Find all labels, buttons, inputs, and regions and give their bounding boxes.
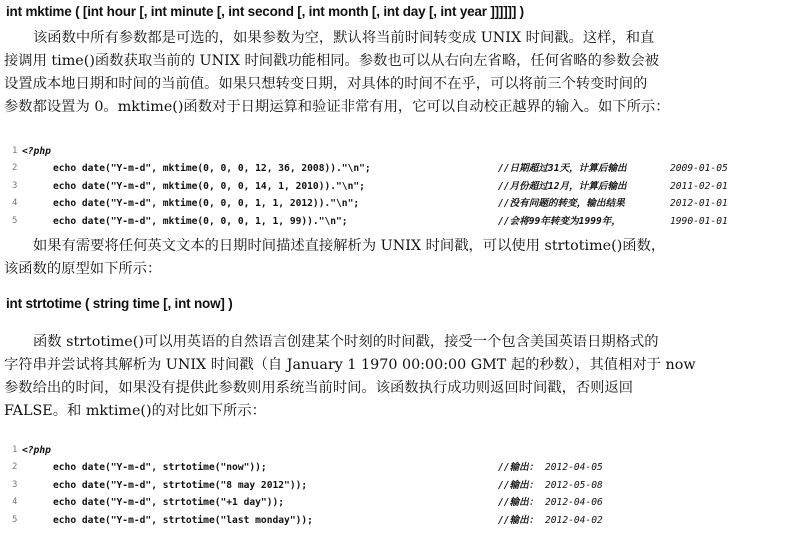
code-statement: echo date("Y-m-d", mktime(0, 0, 0, 14, 1, 2010))."\n"; [53, 180, 365, 192]
code-comment: //输出： [498, 479, 539, 491]
line-number: 4 [12, 497, 18, 508]
code-comment: //没有问题的转变，输出结果 [498, 198, 625, 210]
code-comment: //输出： [498, 514, 539, 526]
text-line: 接调用 time()函数获取当前的 UNIX 时间戳功能相同。参数也可以从右向左省略，任何省略的参数会被 [4, 53, 660, 69]
code-line [0, 178, 812, 195]
mktime-signature: int mktime ( [int hour [, int minute [, int second [, int month [, int day [, int year ]]]]]] ) [6, 4, 524, 19]
line-number: 3 [12, 180, 18, 191]
code-result: 2009-01-05 [670, 163, 728, 175]
code-statement: echo date("Y-m-d", strtotime("last monday")); [53, 514, 313, 526]
line-number: 3 [12, 479, 18, 490]
code-statement: echo date("Y-m-d", strtotime("+1 day")); [53, 497, 285, 509]
line-number: 2 [12, 163, 18, 174]
code-result: 1990-01-01 [670, 215, 728, 227]
code-result: 2012-01-01 [670, 198, 728, 210]
code-result: 2012-05-08 [545, 479, 603, 491]
code-result: 2012-04-05 [545, 462, 603, 474]
text-line: FALSE。和 mktime()的对比如下所示： [4, 403, 266, 419]
line-number: 1 [12, 445, 18, 455]
code-comment: //输出： [498, 462, 539, 474]
strtotime-code-example [0, 442, 812, 529]
line-number: 1 [12, 146, 18, 156]
code-comment: //日期超过31天，计算后输出 [498, 163, 627, 175]
text-line: 该函数的原型如下所示： [4, 261, 162, 277]
code-line [0, 143, 812, 160]
code-result: 2012-04-02 [545, 514, 603, 526]
line-number: 4 [12, 198, 18, 209]
code-statement: echo date("Y-m-d", mktime(0, 0, 0, 1, 1, 99))."\n"; [53, 215, 348, 227]
code-statement: echo date("Y-m-d", mktime(0, 0, 0, 1, 1, 2012))."\n"; [53, 198, 360, 210]
code-statement: echo date("Y-m-d", strtotime("now")); [53, 462, 267, 474]
text-line: 参数都设置为 0。mktime()函数对于日期运算和验证非常有用，它可以自动校正越界的输入。如下所示： [4, 99, 670, 115]
text-line: 字符串并尝试将其解析为 UNIX 时间戳（自 January 1 1970 00:00:00 GMT 起的秒数），其值相对于 now [4, 357, 696, 373]
mktime-code-example [0, 143, 812, 230]
line-number: 2 [12, 462, 18, 473]
php-open-tag: <?php [22, 146, 51, 157]
code-comment: //会将99年转变为1999年， [498, 215, 621, 227]
code-comment: //输出： [498, 497, 539, 509]
code-line [0, 442, 812, 459]
code-line [0, 494, 812, 511]
mktime-description [4, 27, 808, 119]
strtotime-description [4, 331, 808, 423]
code-statement: echo date("Y-m-d", strtotime("8 may 2012")); [53, 479, 308, 491]
code-line [0, 160, 812, 177]
text-line: 函数 strtotime()可以用英语的自然语言创建某个时刻的时间戳，接受一个包含美国英语日期格式的 [33, 334, 659, 350]
code-line [0, 195, 812, 212]
php-open-tag: <?php [22, 445, 51, 456]
strtotime-signature: int strtotime ( string time [, int now] ) [6, 296, 233, 311]
strtotime-intro [4, 235, 808, 281]
text-line: 参数给出的时间，如果没有提供此参数则用系统当前时间。该函数执行成功则返回时间戳，否则返回 [4, 380, 634, 396]
code-line [0, 512, 812, 529]
code-line [0, 459, 812, 476]
text-line: 该函数中所有参数都是可选的，如果参数为空，默认将当前时间转变成 UNIX 时间戳。这样，和直 [33, 30, 655, 46]
code-result: 2012-04-06 [545, 497, 603, 509]
text-line: 如果有需要将任何英文文本的日期时间描述直接解析为 UNIX 时间戳，可以使用 strtotime()函数， [33, 238, 666, 254]
code-line [0, 213, 812, 230]
code-result: 2011-02-01 [670, 180, 728, 192]
line-number: 5 [12, 215, 18, 226]
code-statement: echo date("Y-m-d", mktime(0, 0, 0, 12, 36, 2008))."\n"; [53, 163, 371, 175]
text-line: 设置成本地日期和时间的当前值。如果只想转变日期，对具体的时间不在乎，可以将前三个转变时间的 [4, 76, 648, 92]
code-line [0, 477, 812, 494]
line-number: 5 [12, 514, 18, 525]
code-comment: //月份超过12月，计算后输出 [498, 180, 627, 192]
